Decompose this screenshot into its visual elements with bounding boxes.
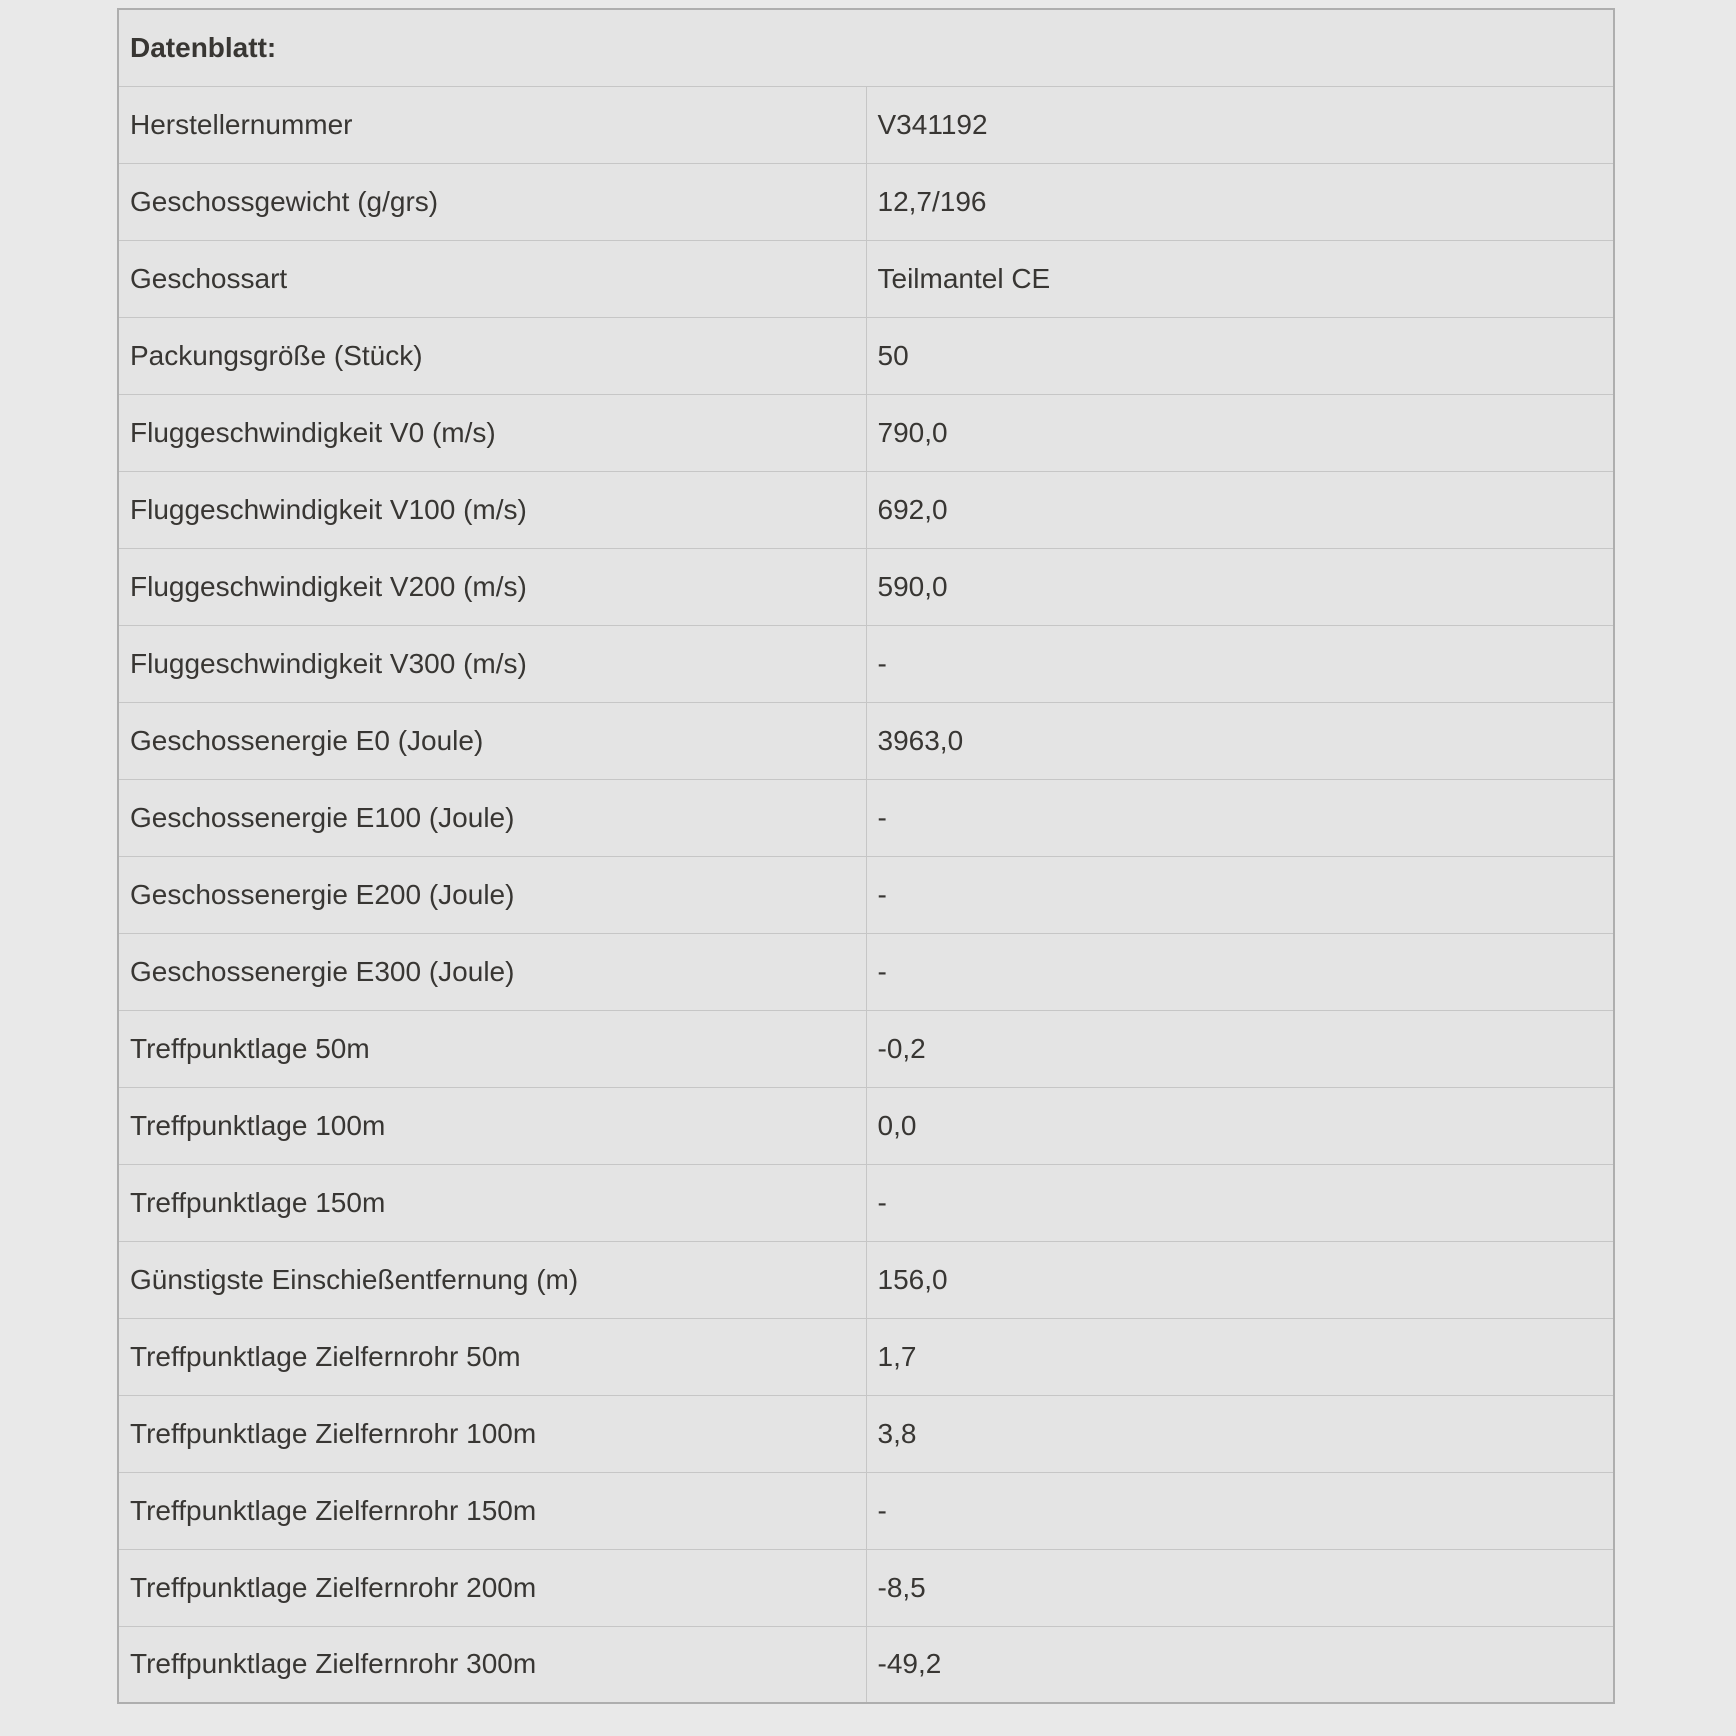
datasheet-table — [117, 8, 1615, 1704]
table-row — [118, 625, 1614, 702]
table-row — [118, 317, 1614, 394]
row-label: Fluggeschwindigkeit V300 (m/s) — [118, 625, 866, 702]
row-label: Fluggeschwindigkeit V100 (m/s) — [118, 471, 866, 548]
row-value: -8,5 — [866, 1549, 1614, 1626]
row-label: Geschossenergie E200 (Joule) — [118, 856, 866, 933]
row-label: Treffpunktlage Zielfernrohr 200m — [118, 1549, 866, 1626]
row-value: 156,0 — [866, 1241, 1614, 1318]
row-value: 50 — [866, 317, 1614, 394]
row-value: 590,0 — [866, 548, 1614, 625]
row-value: V341192 — [866, 86, 1614, 163]
table-row — [118, 1472, 1614, 1549]
row-value: 0,0 — [866, 1087, 1614, 1164]
table-row — [118, 1164, 1614, 1241]
row-label: Treffpunktlage Zielfernrohr 300m — [118, 1626, 866, 1703]
row-label: Geschossart — [118, 240, 866, 317]
row-label: Packungsgröße (Stück) — [118, 317, 866, 394]
table-row — [118, 1395, 1614, 1472]
row-label: Geschossgewicht (g/grs) — [118, 163, 866, 240]
table-row — [118, 163, 1614, 240]
row-value: -0,2 — [866, 1010, 1614, 1087]
row-value: Teilmantel CE — [866, 240, 1614, 317]
row-label: Geschossenergie E100 (Joule) — [118, 779, 866, 856]
row-value: 692,0 — [866, 471, 1614, 548]
row-label: Geschossenergie E0 (Joule) — [118, 702, 866, 779]
table-row — [118, 702, 1614, 779]
row-label: Herstellernummer — [118, 86, 866, 163]
row-value: - — [866, 625, 1614, 702]
row-label: Geschossenergie E300 (Joule) — [118, 933, 866, 1010]
row-value: - — [866, 933, 1614, 1010]
table-row — [118, 1318, 1614, 1395]
datasheet-header-row — [118, 9, 1614, 86]
row-label: Fluggeschwindigkeit V200 (m/s) — [118, 548, 866, 625]
row-value: - — [866, 856, 1614, 933]
table-row — [118, 1241, 1614, 1318]
datasheet-title: Datenblatt: — [118, 9, 1614, 86]
row-value: 790,0 — [866, 394, 1614, 471]
table-row — [118, 1549, 1614, 1626]
row-value: - — [866, 1164, 1614, 1241]
table-row — [118, 86, 1614, 163]
row-label: Treffpunktlage 100m — [118, 1087, 866, 1164]
table-row — [118, 856, 1614, 933]
row-value: - — [866, 779, 1614, 856]
table-row — [118, 1010, 1614, 1087]
row-value: -49,2 — [866, 1626, 1614, 1703]
table-row — [118, 779, 1614, 856]
table-row — [118, 548, 1614, 625]
row-label: Treffpunktlage Zielfernrohr 100m — [118, 1395, 866, 1472]
table-row — [118, 471, 1614, 548]
row-value: 3963,0 — [866, 702, 1614, 779]
row-value: - — [866, 1472, 1614, 1549]
table-row — [118, 240, 1614, 317]
table-row — [118, 394, 1614, 471]
table-row — [118, 933, 1614, 1010]
row-label: Treffpunktlage 150m — [118, 1164, 866, 1241]
row-label: Treffpunktlage 50m — [118, 1010, 866, 1087]
table-row — [118, 1626, 1614, 1703]
row-label: Treffpunktlage Zielfernrohr 150m — [118, 1472, 866, 1549]
row-value: 3,8 — [866, 1395, 1614, 1472]
table-row — [118, 1087, 1614, 1164]
row-label: Günstigste Einschießentfernung (m) — [118, 1241, 866, 1318]
row-value: 1,7 — [866, 1318, 1614, 1395]
row-label: Fluggeschwindigkeit V0 (m/s) — [118, 394, 866, 471]
row-value: 12,7/196 — [866, 163, 1614, 240]
row-label: Treffpunktlage Zielfernrohr 50m — [118, 1318, 866, 1395]
